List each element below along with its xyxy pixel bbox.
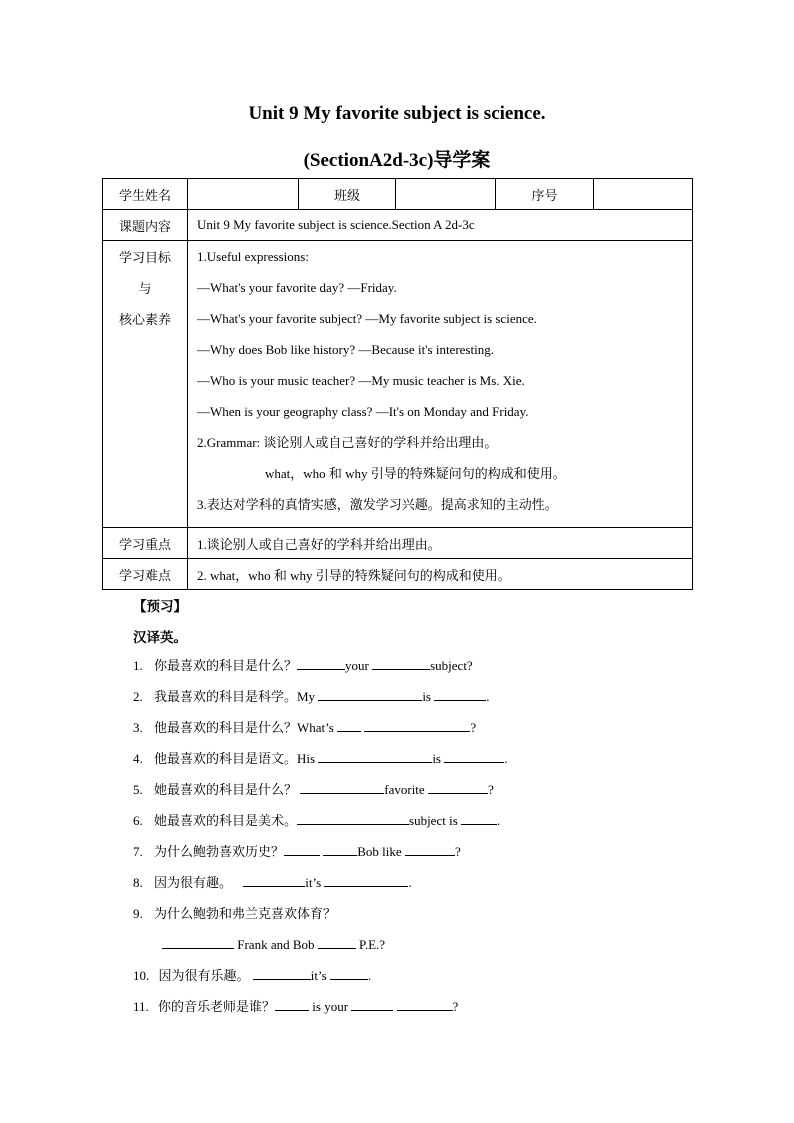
objective-line: 2.Grammar: 谈论别人或自己喜好的学科并给出理由。 <box>197 435 498 450</box>
answer-blank[interactable] <box>323 843 357 856</box>
topic-row <box>103 210 693 241</box>
topic-label: 课题内容 <box>103 210 188 241</box>
question-part: . <box>497 813 501 828</box>
question-part: is <box>422 689 431 704</box>
question-text: 她最喜欢的科目是什么？ <box>154 782 298 797</box>
number-label: 序号 <box>496 179 594 210</box>
answer-blank[interactable] <box>162 936 234 949</box>
answer-blank[interactable] <box>337 719 361 732</box>
question-6 <box>133 812 500 830</box>
objectives-label <box>103 241 188 528</box>
page-title: Unit 9 My favorite subject is science. <box>248 103 546 124</box>
preview-subheading: 汉译英。 <box>133 630 187 645</box>
answer-blank[interactable] <box>397 998 453 1011</box>
question-part: it’s <box>305 875 322 890</box>
question-text: 你的音乐老师是谁？ <box>158 999 276 1014</box>
question-part: ? <box>452 999 459 1014</box>
question-2 <box>133 688 489 706</box>
question-text: 因为很有趣。 <box>154 875 233 890</box>
question-part: . <box>504 751 508 766</box>
objectives-label-line: 学习目标 <box>118 250 171 265</box>
question-5 <box>133 781 494 799</box>
question-part: subject? <box>430 658 473 673</box>
question-text: 因为很有乐趣。 <box>158 968 250 983</box>
question-text: 她最喜欢的科目是美术。 <box>154 813 298 828</box>
answer-blank[interactable] <box>318 750 432 763</box>
question-9 <box>133 905 336 923</box>
answer-blank[interactable] <box>318 936 356 949</box>
objective-line: —What's your favorite subject? —My favorite subject is science. <box>197 311 537 326</box>
question-part: your <box>345 658 369 673</box>
answer-blank[interactable] <box>275 998 309 1011</box>
answer-blank[interactable] <box>351 998 393 1011</box>
answer-blank[interactable] <box>405 843 455 856</box>
question-text: 我最喜欢的科目是科学。My <box>154 689 316 704</box>
question-number: 9. <box>133 906 143 921</box>
objective-line: what，who 和 why 引导的特殊疑问句的构成和使用。 <box>265 466 566 481</box>
question-10 <box>133 967 371 985</box>
answer-blank[interactable] <box>297 812 349 825</box>
answer-blank[interactable] <box>297 657 345 670</box>
answer-blank[interactable] <box>349 812 409 825</box>
answer-blank[interactable] <box>330 967 368 980</box>
objective-line: —What's your favorite day? —Friday. <box>197 280 397 295</box>
question-7 <box>133 843 461 861</box>
difficult-points-value: 2. what，who 和 why 引导的特殊疑问句的构成和使用。 <box>188 559 693 590</box>
class-label: 班级 <box>299 179 396 210</box>
question-4 <box>133 750 507 768</box>
question-part: is <box>432 751 441 766</box>
answer-blank[interactable] <box>300 781 384 794</box>
answer-blank[interactable] <box>428 781 488 794</box>
question-number: 1. <box>133 658 143 673</box>
question-11 <box>133 998 458 1016</box>
difficult-points-row <box>103 559 693 590</box>
question-9-answer <box>162 936 385 954</box>
answer-blank[interactable] <box>461 812 497 825</box>
info-table <box>102 178 693 590</box>
answer-blank[interactable] <box>324 874 408 887</box>
question-text: 他最喜欢的科目是语文。His <box>154 751 316 766</box>
topic-value: Unit 9 My favorite subject is science.Section A 2d-3c <box>188 210 693 241</box>
question-part: subject is <box>409 813 458 828</box>
objective-line: —When is your geography class? —It's on Monday and Friday. <box>197 404 529 419</box>
objectives-row <box>103 241 693 528</box>
question-part: . <box>486 689 490 704</box>
page-subtitle: (SectionA2d-3c)导学案 <box>303 150 491 171</box>
name-label: 学生姓名 <box>103 179 188 210</box>
question-number: 7. <box>133 844 143 859</box>
question-number: 8. <box>133 875 143 890</box>
question-1 <box>133 657 473 675</box>
question-number: 11. <box>133 999 149 1014</box>
objectives-content <box>188 241 693 528</box>
answer-blank[interactable] <box>444 750 504 763</box>
question-text: 为什么鲍勃和弗兰克喜欢体育？ <box>154 906 337 921</box>
answer-blank[interactable] <box>284 843 320 856</box>
question-number: 6. <box>133 813 143 828</box>
name-field[interactable] <box>188 179 299 210</box>
question-8 <box>133 874 412 892</box>
question-number: 5. <box>133 782 143 797</box>
answer-blank[interactable] <box>434 688 486 701</box>
question-part: it’s <box>310 968 327 983</box>
answer-blank[interactable] <box>364 719 470 732</box>
question-part: Bob like <box>357 844 402 859</box>
question-part: P.E.? <box>359 937 386 952</box>
answer-blank[interactable] <box>372 657 430 670</box>
objectives-label-line: 与 <box>138 281 152 296</box>
answer-blank[interactable] <box>243 874 305 887</box>
objective-line: —Who is your music teacher? —My music teacher is Ms. Xie. <box>197 373 525 388</box>
question-part: ? <box>470 720 477 735</box>
question-part: . <box>367 968 372 983</box>
question-number: 3. <box>133 720 143 735</box>
difficult-points-label: 学习难点 <box>103 559 188 590</box>
question-text: 你最喜欢的科目是什么？ <box>154 658 298 673</box>
objective-line: 3.表达对学科的真情实感，激发学习兴趣。提高求知的主动性。 <box>197 497 558 512</box>
preview-heading: 【预习】 <box>133 599 187 614</box>
question-part: ? <box>487 782 494 797</box>
question-3 <box>133 719 476 737</box>
objective-line: —Why does Bob like history? —Because it's interesting. <box>197 342 494 357</box>
class-field[interactable] <box>396 179 496 210</box>
question-part: ? <box>454 844 461 859</box>
key-points-value: 1.谈论别人或自己喜好的学科并给出理由。 <box>188 528 693 559</box>
question-part: Frank and Bob <box>237 937 315 952</box>
answer-blank[interactable] <box>318 688 422 701</box>
question-number: 10. <box>133 968 150 983</box>
objective-line: 1.Useful expressions: <box>197 249 309 264</box>
objectives-label-line: 核心素养 <box>118 312 171 327</box>
question-part: is your <box>312 999 349 1014</box>
number-field[interactable] <box>594 179 693 210</box>
question-number: 2. <box>133 689 143 704</box>
student-info-row <box>103 179 693 210</box>
question-text: 他最喜欢的科目是什么？What’s <box>154 720 334 735</box>
key-points-row <box>103 528 693 559</box>
key-points-label: 学习重点 <box>103 528 188 559</box>
question-part: . <box>408 875 412 890</box>
question-number: 4. <box>133 751 143 766</box>
answer-blank[interactable] <box>253 967 311 980</box>
question-text: 为什么鲍勃喜欢历史？ <box>154 844 285 859</box>
question-part: favorite <box>384 782 425 797</box>
